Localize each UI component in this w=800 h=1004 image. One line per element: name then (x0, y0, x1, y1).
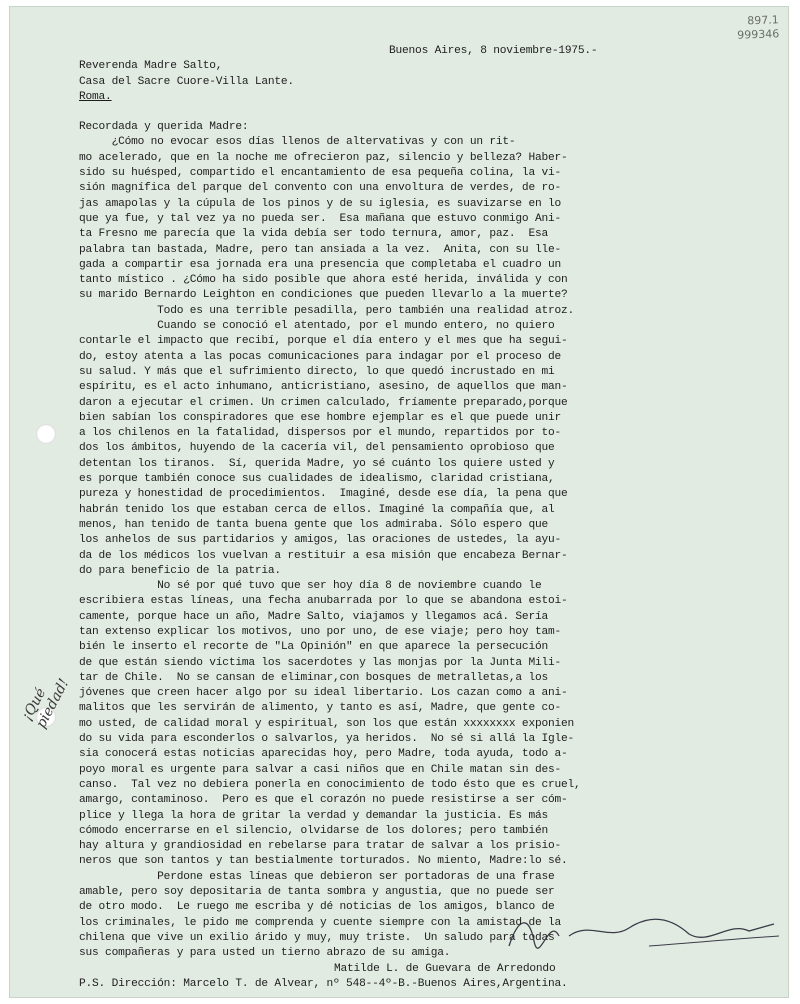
body-line: de que están siendo víctima los sacerdotes y las monjas por la Junta Mili- (79, 656, 562, 669)
letter-date: Buenos Aires, 8 noviembre-1975.- (389, 45, 598, 57)
body-line: menos, han tenido de tanta buena gente que los admiraba. Sólo espero que (79, 518, 548, 531)
body-line: sia conocerá estas noticias aparecidas hoy, pero Madre, toda ayuda, todo a- (79, 748, 568, 761)
body-line: detentan los tiranos. Sí, querida Madre, yo sé cuánto los quiere usted y (79, 457, 555, 470)
body-line: sido su huésped, compartido el encantamiento de esa pequeña colina, la vi- (79, 167, 562, 180)
body-line: es porque también conoce sus cualidades de idealismo, claridad cristiana, (79, 473, 555, 486)
body-line: habrán tenido los que estaban cerca de ellos. Imaginé la compañía que, al (79, 503, 555, 516)
body-line: pureza y honestidad de procedimientos. Imaginé, desde ese día, la pena que (79, 488, 568, 501)
body-line: do su vida para esconderlos o salvarlos, ya heridos. No sé si allá la Igle- (79, 733, 575, 746)
body-line: camente, porque hace un año, Madre Salto, viajamos y llegamos acá. Sería (79, 610, 548, 623)
punch-hole-upper (36, 424, 56, 444)
body-line: su marido Bernardo Leighton en condiciones que pueden llevarlo a la muerte? (79, 289, 568, 302)
body-line: contarle el impacto que recibí, porque el día entero y el mes que ha segui- (79, 335, 568, 348)
recipient-city: Roma. (79, 90, 112, 103)
body-line: a los chilenos en la fatalidad, dispersos por el mundo, repartidos por to- (79, 427, 562, 440)
body-line: sión magnífica del parque del convento con una envoltura de verdes, de ro- (79, 182, 562, 195)
body-line: chilena que vive un exilio árido y muy, muy triste. Un saludo para todas (79, 931, 555, 944)
letter-body (79, 135, 779, 961)
body-line: los criminales, le pido me comprenda y cuente siempre con la amistad de la (79, 916, 562, 929)
archive-ref-2: 999346 (737, 27, 780, 42)
body-line: canso. Tal vez no debiera ponerla en conocimiento de todo ésto que es cruel, (79, 778, 581, 791)
body-line: Perdone estas líneas que debieron ser portadoras de una frase (79, 870, 555, 883)
body-line: Cuando se conoció el atentado, por el mundo entero, no quiero (79, 320, 555, 333)
body-line: de otro modo. Le ruego me escriba y dé noticias de los amigos, blanco de (79, 901, 555, 914)
body-line: los anhelos de sus partidarios y amigos, las oraciones de ustedes, la ayu- (79, 534, 562, 547)
body-line: da de los médicos los vuelvan a restituir a esa misión que encabeza Bernar- (79, 549, 568, 562)
salutation: Recordada y querida Madre: (79, 121, 249, 134)
body-line: Todo es una terrible pesadilla, pero también una realidad atroz. (79, 304, 575, 317)
body-line: cómodo encerrarse en el silencio, olvidarse de los dolores; pero también (79, 824, 548, 837)
body-line: do para beneficio de la patria. (79, 564, 281, 577)
body-line: que ya fue, y tal vez ya no pueda ser. Esa mañana que estuvo conmigo Ani- (79, 212, 562, 225)
body-line: daron a ejecutar el crimen. Un crimen calculado, fríamente preparado,porque (79, 396, 568, 409)
body-line: jas amapolas y la cúpula de los pinos y de su iglesia, es suavizarse en lo (79, 197, 562, 210)
body-line: ¿Cómo no evocar esos días llenos de altervativas y con un rit- (79, 136, 516, 149)
handwritten-margin-note: ¡Qué piedad! (19, 676, 73, 732)
body-line: tanto místico . ¿Cómo ha sido posible que ahora esté herida, inválida y con (79, 274, 568, 287)
body-line: plice y llega la hora de gritar la verdad y demandar la justicia. Es más (79, 809, 548, 822)
body-line: No sé por qué tuvo que ser hoy día 8 de noviembre cuando le (79, 580, 542, 593)
body-line: malitos que les servirán de alimento, y tanto es así, Madre, que gente co- (79, 702, 562, 715)
body-line: poyo moral es urgente para salvar a casi niños que en Chile matan sin des- (79, 763, 562, 776)
body-line: hay altura y grandiosidad en rebelarse para tratar de salvar a los prisio- (79, 840, 562, 853)
body-line: escribiera estas líneas, una fecha anubarrada por lo que se abandona estoi- (79, 595, 568, 608)
body-line: gada a compartir esa jornada era una presencia que completaba el cuadro un (79, 258, 562, 271)
body-line: palabra tan bastada, Madre, pero tan ansiada a la vez. Anita, con su lle- (79, 243, 562, 256)
body-line: mo usted, de calidad moral y espiritual, son los que están xxxxxxxx exponien (79, 717, 575, 730)
body-line: sus compañeras y para usted un tierno abrazo de su amiga. (79, 947, 451, 960)
postscript: P.S. Dirección: Marcelo T. de Alvear, nº 548--4º-B.-Buenos Aires,Argentina. (79, 977, 568, 990)
body-line: dos los ámbitos, huyendo de la cacería vil, del pensamiento oprobioso que (79, 442, 555, 455)
archive-ref-1: 897.1 (747, 13, 779, 28)
body-line: amable, pero soy depositaria de tanta sombra y angustia, que no puede ser (79, 886, 555, 899)
body-line: bién le inserto el recorte de "La Opinión" en que aparece la persecución (79, 641, 548, 654)
body-line: bien sabían los conspiradores que ese hombre ejemplar es el que puede unir (79, 411, 562, 424)
body-line: ta Fresno me parecía que la vida debía ser todo ternura, amor, paz. Esa (79, 228, 548, 241)
recipient-line-1: Reverenda Madre Salto, (79, 60, 223, 73)
body-line: do, estoy atenta a las pocas comunicaciones para indagar por el proceso de (79, 350, 562, 363)
recipient-line-2: Casa del Sacre Cuore-Villa Lante. (79, 75, 294, 88)
archive-reference (737, 13, 780, 42)
body-line: neros que son tantos y tan bestialmente torturados. No miento, Madre:lo sé. (79, 855, 568, 868)
letter-text (79, 44, 779, 992)
body-line: amargo, contaminoso. Pero es que el corazón no puede resistirse a ser cóm- (79, 794, 568, 807)
body-line: tar de Chile. No se cansan de eliminar,con bosques de metralletas,a los (79, 671, 548, 684)
body-line: su salud. Y más que el sufrimiento directo, lo que quedó incrustado en mi (79, 365, 555, 378)
body-line: espíritu, es el acto inhumano, anticristiano, asesino, de aquellos que man- (79, 381, 568, 394)
handwritten-signature (499, 906, 789, 956)
body-line: jóvenes que creen hacer algo por su ideal libertario. Los cazan como a ani- (79, 687, 568, 700)
body-line: mo acelerado, que en la noche me ofrecieron paz, silencio y belleza? Haber- (79, 151, 568, 164)
signature-typed-name: Matilde L. de Guevara de Arredondo (334, 962, 556, 975)
body-line: tan extenso explicar los motivos, uno por uno, de ese viaje; pero hoy tam- (79, 625, 562, 638)
letter-sheet (9, 6, 789, 998)
